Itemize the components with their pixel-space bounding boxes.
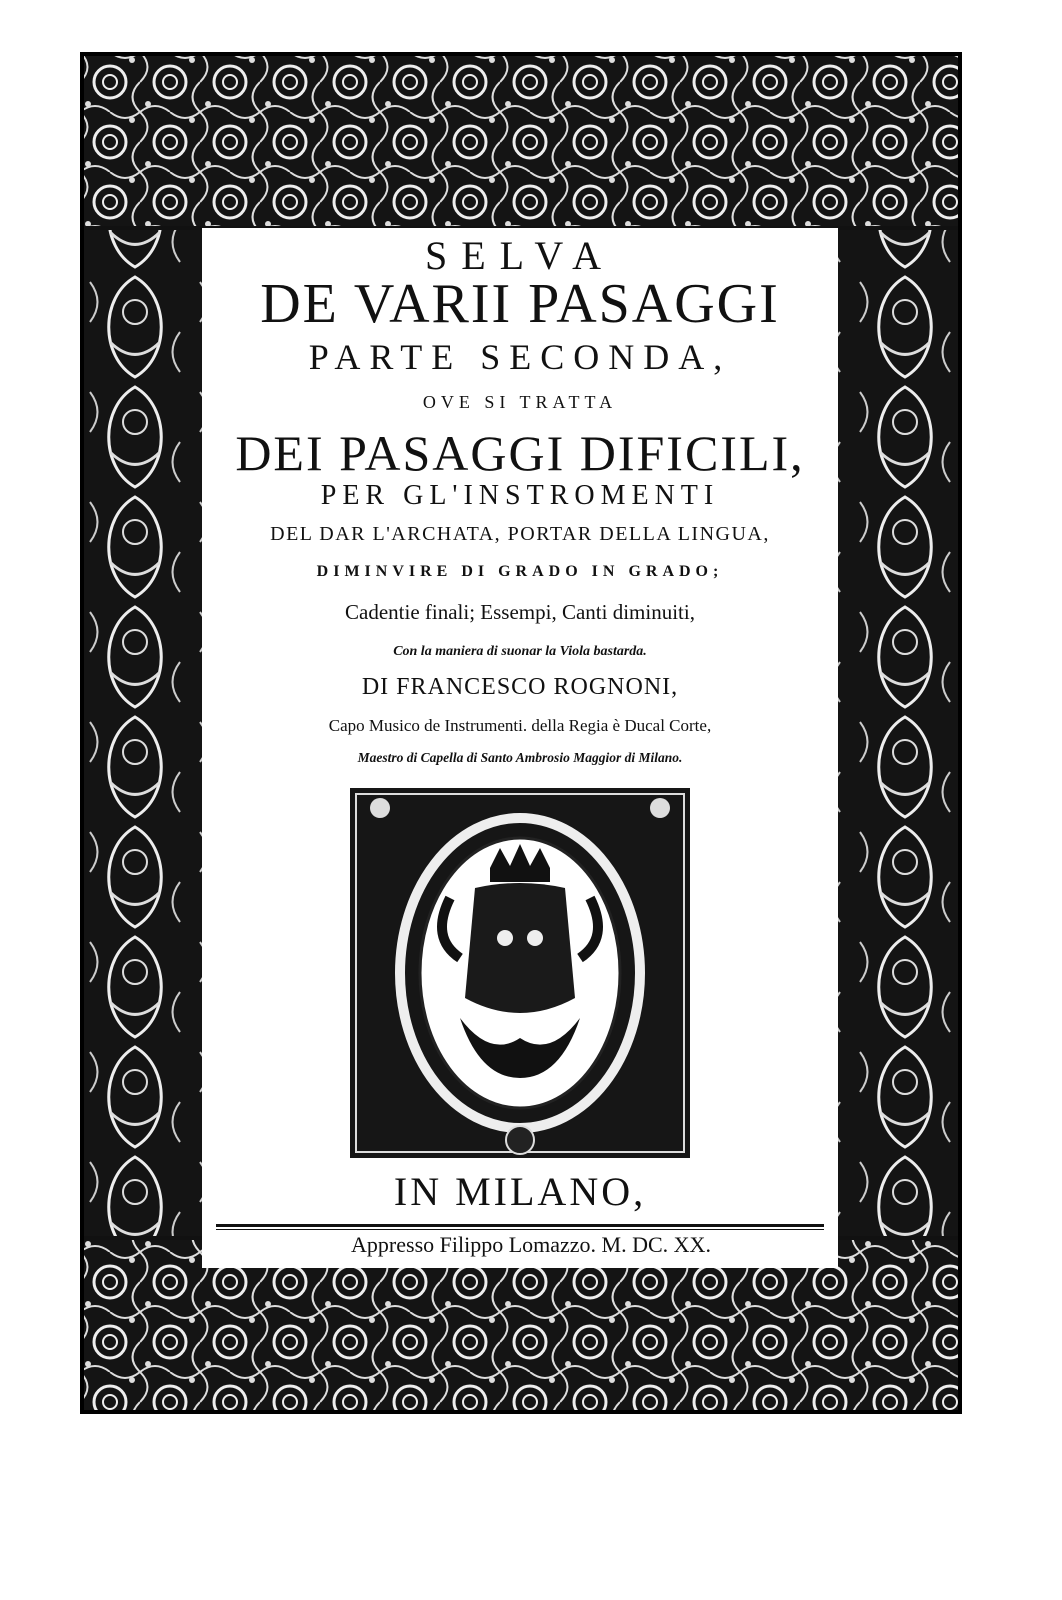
subtitle-line-cadentie: Cadentie finali; Essempi, Canti diminuiti, (345, 600, 695, 624)
title-line-dificili: DEI PASAGGI DIFICILI, (235, 425, 805, 481)
double-rule-thin (216, 1229, 824, 1230)
place-of-printing: IN MILANO, (393, 1169, 647, 1214)
title-text-panel (202, 228, 838, 1268)
author-name: DI FRANCESCO ROGNONI, (361, 674, 679, 700)
title-line-selva: SELVA (424, 233, 616, 278)
subtitle-line-archata: DEL DAR L'ARCHATA, PORTAR DELLA LINGUA, (270, 523, 770, 545)
double-rule-thick (216, 1224, 824, 1227)
printer-device-emblem (350, 788, 690, 1158)
author-role: Maestro di Capella di Santo Ambrosio Maggior di Milano. (357, 750, 683, 765)
title-line-main: DE VARII PASAGGI (260, 273, 780, 335)
imprint-line: Appresso Filippo Lomazzo. M. DC. XX. (351, 1232, 711, 1257)
subtitle-line-viola: Con la maniera di suonar la Viola bastarda. (393, 644, 647, 659)
subtitle-line-ove: OVE SI TRATTA (422, 392, 618, 412)
author-title: Capo Musico de Instrumenti. della Regia è Ducal Corte, (328, 716, 712, 735)
subtitle-line-instromenti: PER GL'INSTROMENTI (320, 480, 720, 511)
subtitle-line-diminvire: DIMINVIRE DI GRADO IN GRADO; (316, 563, 724, 580)
title-line-part: PARTE SECONDA, (308, 337, 732, 377)
